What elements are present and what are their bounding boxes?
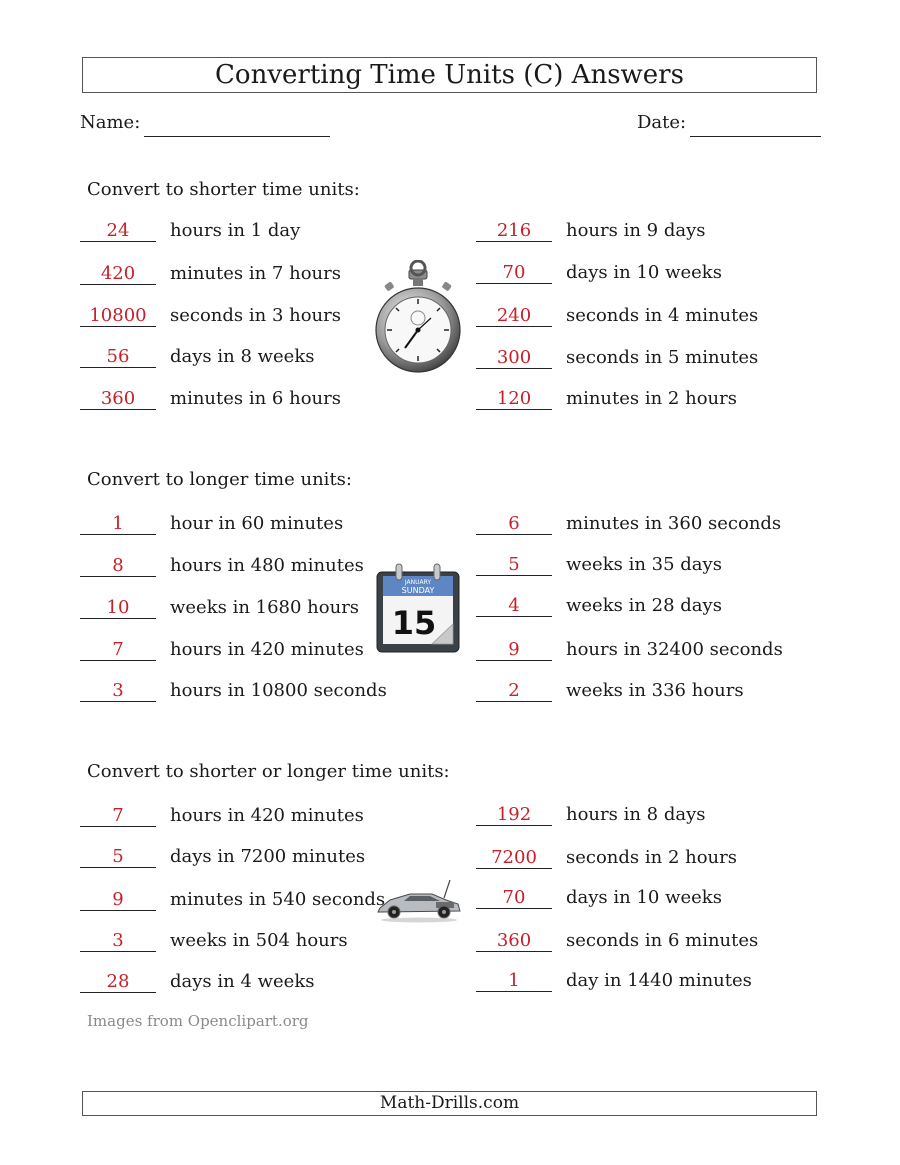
- question-text: hours in 1 day: [170, 220, 301, 241]
- answer-value: 5: [80, 843, 156, 868]
- question-text: seconds in 4 minutes: [566, 305, 759, 326]
- answer-value: 360: [80, 385, 156, 410]
- answer-value: 70: [476, 259, 552, 284]
- section-title-shorter: Convert to shorter time units:: [87, 179, 360, 200]
- answer-value: 6: [476, 510, 552, 535]
- answer-value: 70: [476, 884, 552, 909]
- answer-value: 1: [80, 510, 156, 535]
- page-title: Converting Time Units (C) Answers: [82, 57, 817, 93]
- answer-value: 10800: [80, 302, 156, 327]
- answer-value: 216: [476, 217, 552, 242]
- question-text: minutes in 540 seconds: [170, 889, 386, 910]
- question-text: days in 10 weeks: [566, 262, 722, 283]
- answer-value: 4: [476, 592, 552, 617]
- image-credit: Images from Openclipart.org: [87, 1012, 309, 1030]
- question-text: weeks in 336 hours: [566, 680, 744, 701]
- question-text: seconds in 6 minutes: [566, 930, 759, 951]
- question-text: minutes in 360 seconds: [566, 513, 782, 534]
- answer-value: 24: [80, 217, 156, 242]
- question-text: minutes in 2 hours: [566, 388, 737, 409]
- question-text: weeks in 28 days: [566, 595, 722, 616]
- answer-value: 7: [80, 636, 156, 661]
- question-text: hours in 9 days: [566, 220, 706, 241]
- answer-value: 420: [80, 260, 156, 285]
- section-title-longer: Convert to longer time units:: [87, 469, 352, 490]
- footer-site: Math-Drills.com: [82, 1091, 817, 1116]
- answer-value: 240: [476, 302, 552, 327]
- question-text: minutes in 6 hours: [170, 388, 341, 409]
- answer-value: 192: [476, 801, 552, 826]
- question-text: weeks in 35 days: [566, 554, 722, 575]
- question-text: days in 8 weeks: [170, 346, 315, 367]
- question-text: days in 7200 minutes: [170, 846, 366, 867]
- question-text: seconds in 3 hours: [170, 305, 341, 326]
- question-text: weeks in 504 hours: [170, 930, 348, 951]
- calendar-weekday: SUNDAY: [401, 586, 435, 595]
- delorean-car-icon: [374, 878, 464, 924]
- question-text: hours in 10800 seconds: [170, 680, 387, 701]
- calendar-icon: [374, 562, 462, 654]
- stopwatch-icon: [373, 260, 463, 375]
- answer-value: 7200: [476, 844, 552, 869]
- answer-value: 7: [80, 802, 156, 827]
- date-label: Date:: [637, 112, 687, 133]
- calendar-month: JANUARY: [404, 579, 432, 586]
- name-label: Name:: [80, 112, 141, 133]
- answer-value: 2: [476, 677, 552, 702]
- answer-value: 120: [476, 385, 552, 410]
- answer-value: 3: [80, 677, 156, 702]
- answer-value: 28: [80, 968, 156, 993]
- question-text: day in 1440 minutes: [566, 970, 752, 991]
- section-title-mixed: Convert to shorter or longer time units:: [87, 761, 450, 782]
- question-text: hour in 60 minutes: [170, 513, 344, 534]
- question-text: hours in 32400 seconds: [566, 639, 783, 660]
- question-text: hours in 8 days: [566, 804, 706, 825]
- calendar-day: 15: [391, 604, 437, 642]
- question-text: hours in 420 minutes: [170, 805, 364, 826]
- question-text: days in 10 weeks: [566, 887, 722, 908]
- date-field[interactable]: [690, 136, 821, 137]
- answer-value: 360: [476, 927, 552, 952]
- answer-value: 9: [80, 886, 156, 911]
- answer-value: 10: [80, 594, 156, 619]
- question-text: hours in 420 minutes: [170, 639, 364, 660]
- answer-value: 1: [476, 967, 552, 992]
- question-text: seconds in 2 hours: [566, 847, 737, 868]
- question-text: seconds in 5 minutes: [566, 347, 759, 368]
- answer-value: 3: [80, 927, 156, 952]
- answer-value: 9: [476, 636, 552, 661]
- answer-value: 5: [476, 551, 552, 576]
- answer-value: 8: [80, 552, 156, 577]
- question-text: minutes in 7 hours: [170, 263, 341, 284]
- answer-value: 300: [476, 344, 552, 369]
- question-text: weeks in 1680 hours: [170, 597, 360, 618]
- answer-value: 56: [80, 343, 156, 368]
- question-text: days in 4 weeks: [170, 971, 315, 992]
- question-text: hours in 480 minutes: [170, 555, 364, 576]
- name-field[interactable]: [144, 136, 330, 137]
